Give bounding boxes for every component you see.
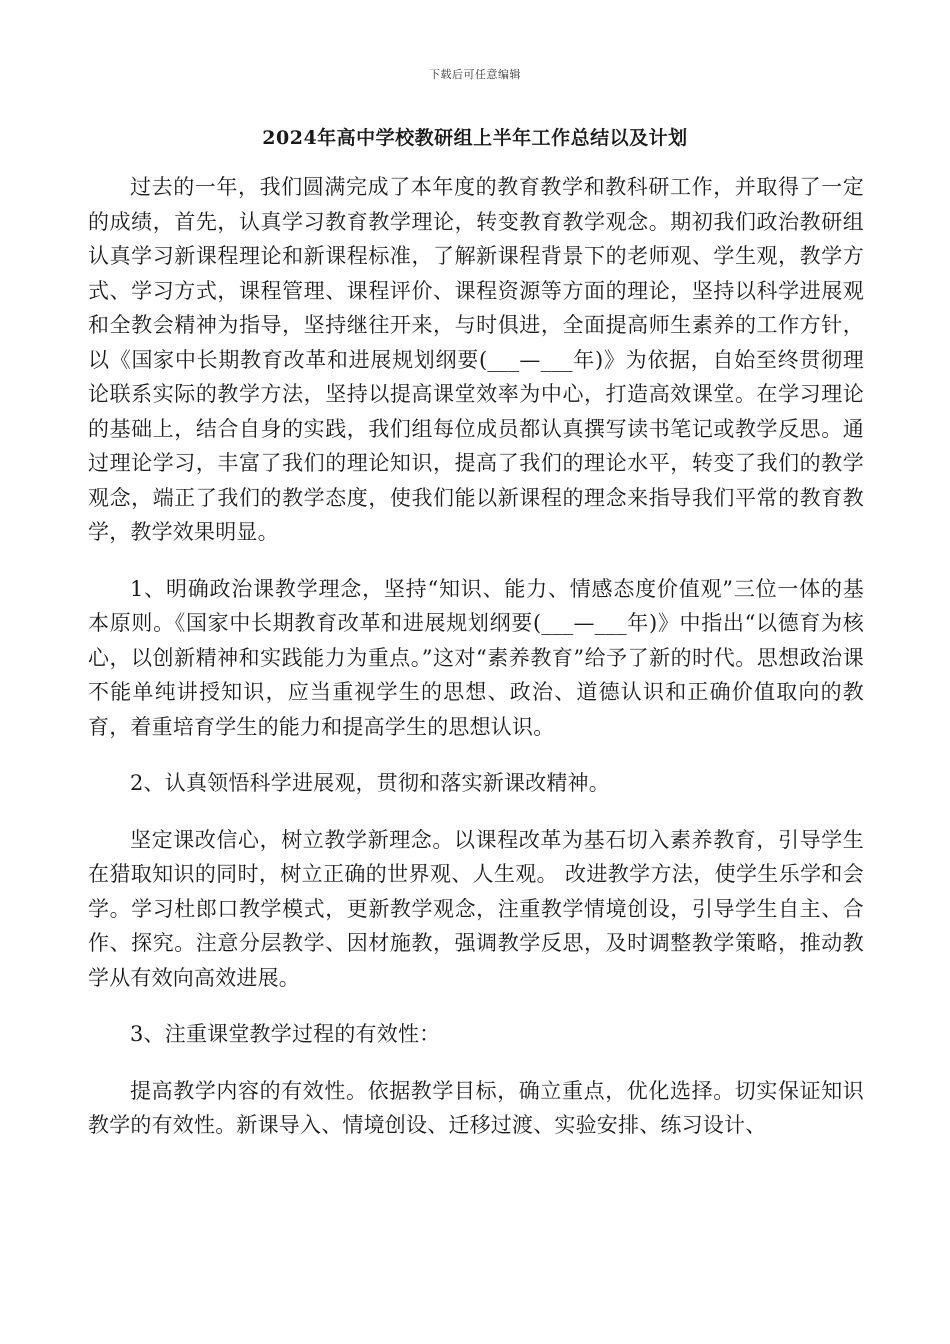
- document-title: 2024年高中学校教研组上半年工作总结以及计划: [262, 127, 688, 149]
- document-body: [88, 170, 864, 1165]
- paragraph-item-3-detail: 提高教学内容的有效性。依据教学目标，确立重点，优化选择。切实保证知识教学的有效性。新课导入、情境创设、迁移过渡、实验安排、练习设计、: [88, 1078, 864, 1137]
- paragraph-item-2: 2、认真领悟科学进展观，贯彻和落实新课改精神。: [130, 771, 610, 795]
- paragraph-item-2-detail: 坚定课改信心，树立教学新理念。以课程改革为基石切入素养教育，引导学生在猎取知识的同时，树立正确的世界观、人生观。 改进教学方法，使学生乐学和会学。学习杜郎口教学模式，更新教学观念，注重教学情境创设，引导学生自主、合作、探究。注意分层教学、因材施教，强调教学反思，及时调整教学策略，推动教学从有效向高效进展。: [88, 827, 864, 990]
- paragraph-intro: 过去的一年，我们圆满完成了本年度的教育教学和教科研工作，并取得了一定的成绩，首先，认真学习教育教学理论，转变教育教学观念。期初我们政治教研组认真学习新课程理论和新课程标准，了解新课程背景下的老师观、学生观，教学方式、学习方式，课程管理、课程评价、课程资源等方面的理论，坚持以科学进展观和全教会精神为指导，坚持继往开来，与时俱进，全面提高师生素养的工作方针，以《国家中长期教育改革和进展规划纲要(___—___年)》为依据，自始至终贯彻理论联系实际的教学方法，坚持以提高课堂效率为中心，打造高效课堂。在学习理论的基础上，结合自身的实践，我们组每位成员都认真撰写读书笔记或教学反思。通过理论学习，丰富了我们的理论知识，提高了我们的理论水平，转变了我们的教学观念，端正了我们的教学态度，使我们能以新课程的理念来指导我们平常的教育教学，教学效果明显。: [88, 175, 864, 544]
- paragraph-item-3: 3、注重课堂教学过程的有效性：: [130, 1022, 441, 1046]
- paragraph-item-1: 1、明确政治课教学理念，坚持“知识、能力、情感态度价值观”三位一体的基本原则。《国家中长期教育改革和进展规划纲要(___—___年)》中指出“以德育为核心，以创新精神和实践能力为重点。”这对“素养教育”给予了新的时代。思想政治课不能单纯讲授知识，应当重视学生的思想、政治、道德认识和正确价值取向的教育，着重培育学生的能力和提高学生的思想认识。: [88, 576, 864, 739]
- header-note: 下载后可任意编辑: [429, 68, 521, 81]
